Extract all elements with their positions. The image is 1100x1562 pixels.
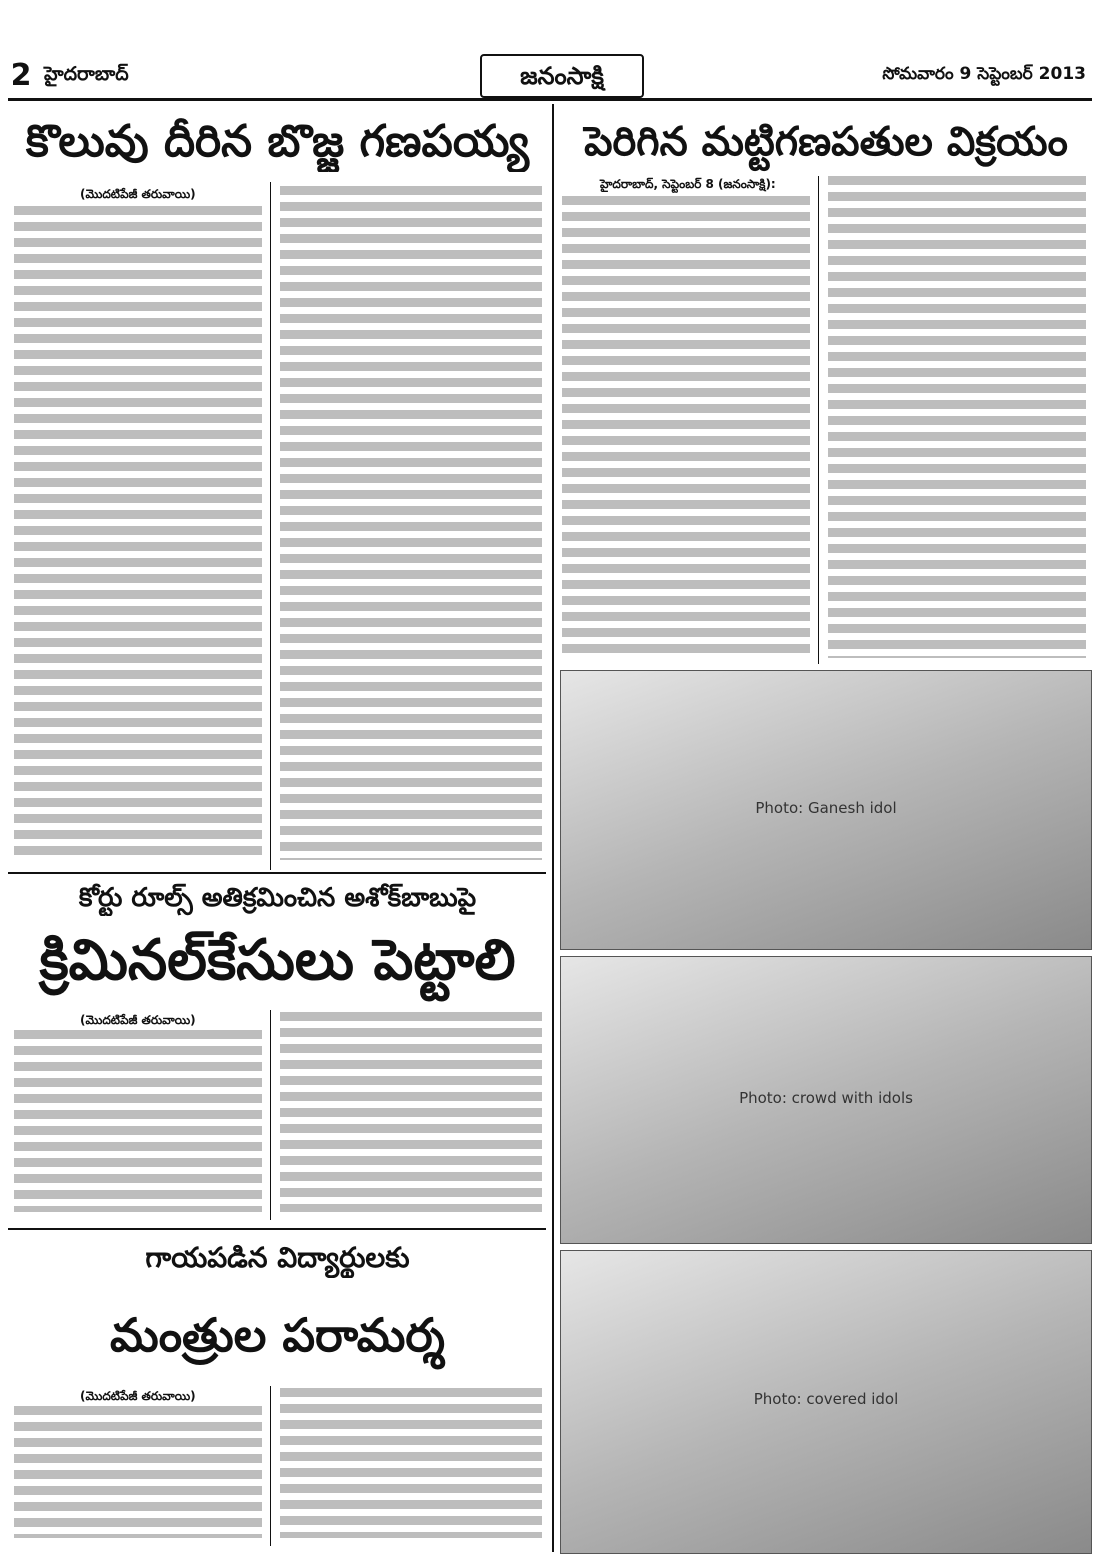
ashok-headline: క్రిమినల్‌కేసులు పెట్టాలి <box>39 928 516 993</box>
issue-date: సోమవారం 9 సెప్టెంబర్ 2013 <box>882 64 1086 84</box>
ganapayya-continued: (మొదటిపేజీ తరువాయి) <box>80 187 196 201</box>
ashok-body-col-1 <box>14 1030 262 1212</box>
photo-crowd <box>560 956 1092 1244</box>
ashok-body-col-2 <box>280 1012 542 1212</box>
column-rule-clay <box>818 176 819 664</box>
photo-crowd-label: Photo: crowd with idols <box>739 1088 913 1107</box>
column-rule-main <box>552 104 554 1552</box>
column-rule-ministers <box>270 1386 271 1546</box>
ashok-kicker: కోర్టు రూల్స్ అతిక్రమించిన అశోక్‌బాబుపై <box>78 883 477 913</box>
article-rule-2 <box>8 1228 546 1230</box>
photo-covered-idol <box>560 1250 1092 1554</box>
photo-ganesh-idol <box>560 670 1092 950</box>
clay-idols-headline: పెరిగిన మట్టిగణపతుల విక్రయం <box>584 119 1068 165</box>
column-rule-ashok <box>270 1010 271 1220</box>
clay-idols-dateline: హైదరాబాద్, సెప్టెంబర్ 8 (జనంసాక్షి): <box>600 177 776 191</box>
clay-idols-body-col-2 <box>828 176 1086 658</box>
header-rule <box>8 98 1092 101</box>
ganapayya-headline: కొలువు దీరిన బొజ్జ గణపయ్య <box>25 116 530 167</box>
ministers-continued: (మొదటిపేజీ తరువాయి) <box>80 1389 196 1403</box>
ganapayya-body-col-1 <box>14 206 262 860</box>
clay-idols-body-col-1 <box>562 196 810 658</box>
ministers-headline: మంత్రుల పరామర్శ <box>110 1308 445 1362</box>
column-rule-left <box>270 182 271 870</box>
ashok-continued: (మొదటిపేజీ తరువాయి) <box>80 1013 196 1027</box>
section-name: హైదరాబాద్ <box>44 63 129 85</box>
article-rule-1 <box>8 872 546 874</box>
page-number: 2 <box>10 58 32 93</box>
photo-ganesh-idol-label: Photo: Ganesh idol <box>755 798 897 817</box>
ministers-body-col-2 <box>280 1388 542 1538</box>
masthead: జనంసాక్షి <box>480 54 644 98</box>
ministers-kicker: గాయపడిన విద్యార్థులకు <box>145 1241 410 1274</box>
photo-covered-idol-label: Photo: covered idol <box>753 1389 899 1408</box>
ganapayya-body-col-2 <box>280 186 542 860</box>
ministers-body-col-1 <box>14 1406 262 1538</box>
